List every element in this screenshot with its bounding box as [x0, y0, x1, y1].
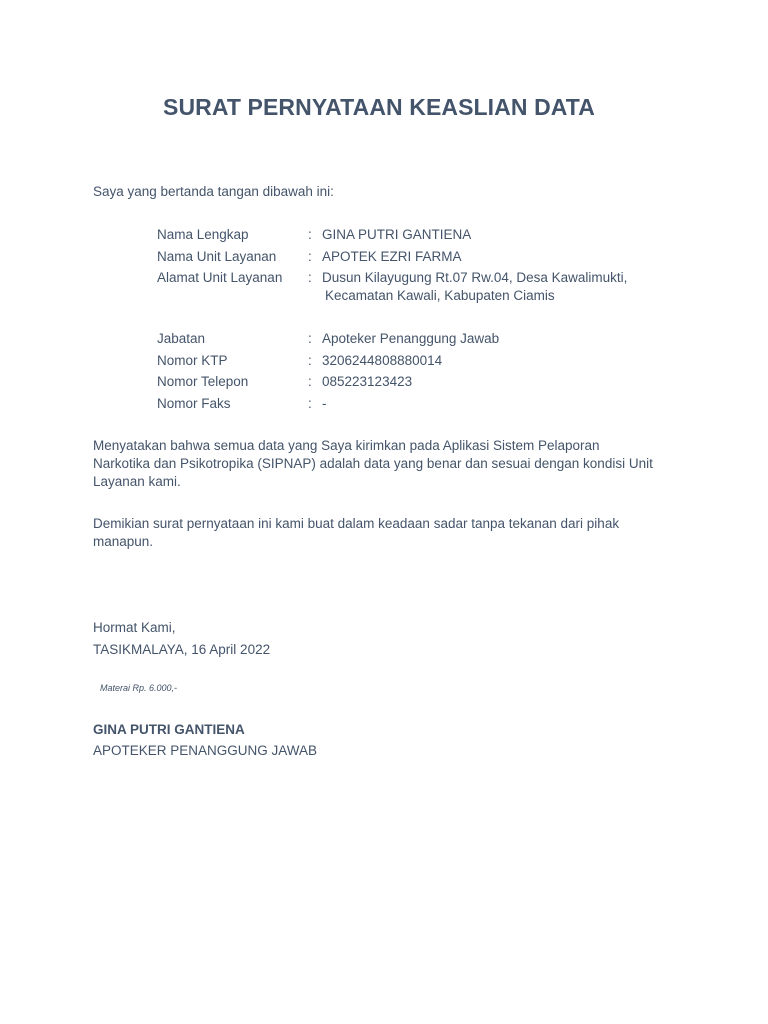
field-colon: : [308, 374, 312, 389]
field-colon: : [308, 249, 312, 264]
field-label: Nomor Telepon [157, 374, 249, 389]
signer-position: APOTEKER PENANGGUNG JAWAB [93, 743, 318, 758]
field-value: Dusun Kilayugung Rt.07 Rw.04, Desa Kawalimukti, [322, 270, 628, 285]
regards-text: Hormat Kami, [93, 620, 176, 635]
field-value: Apoteker Penanggung Jawab [322, 331, 500, 346]
field-colon: : [308, 270, 312, 285]
field-value: 085223123423 [322, 374, 413, 389]
field-value-line2: Kecamatan Kawali, Kabupaten Ciamis [325, 288, 555, 303]
field-colon: : [308, 331, 312, 346]
signer-name: GINA PUTRI GANTIENA [93, 722, 245, 737]
field-label: Nomor Faks [157, 396, 231, 411]
place-date-text: TASIKMALAYA, 16 April 2022 [93, 642, 271, 657]
closing-paragraph: Demikian surat pernyataan ini kami buat dalam keadaan sadar tanpa tekanan dari pihak manapun. [93, 516, 620, 549]
field-label: Nama Unit Layanan [157, 249, 277, 264]
field-label: Jabatan [157, 331, 206, 346]
field-value: - [322, 396, 327, 411]
field-colon: : [308, 396, 312, 411]
field-label: Alamat Unit Layanan [157, 270, 283, 285]
field-colon: : [308, 353, 312, 368]
stamp-note: Materai Rp. 6.000,- [100, 683, 178, 693]
field-value: 3206244808880014 [322, 353, 443, 368]
document-title: SURAT PERNYATAAN KEASLIAN DATA [163, 94, 595, 120]
intro-text: Saya yang bertanda tangan dibawah ini: [93, 184, 334, 199]
field-label: Nama Lengkap [157, 227, 249, 242]
field-value: GINA PUTRI GANTIENA [322, 227, 472, 242]
field-value: APOTEK EZRI FARMA [322, 249, 462, 264]
field-colon: : [308, 227, 312, 242]
field-label: Nomor KTP [157, 353, 228, 368]
statement-paragraph: Menyatakan bahwa semua data yang Saya kirimkan pada Aplikasi Sistem Pelaporan Narkotika dan Psikotropika (SIPNAP) adalah data yang benar dan sesuai dengan kondisi Unit Layanan kami. [93, 438, 653, 489]
